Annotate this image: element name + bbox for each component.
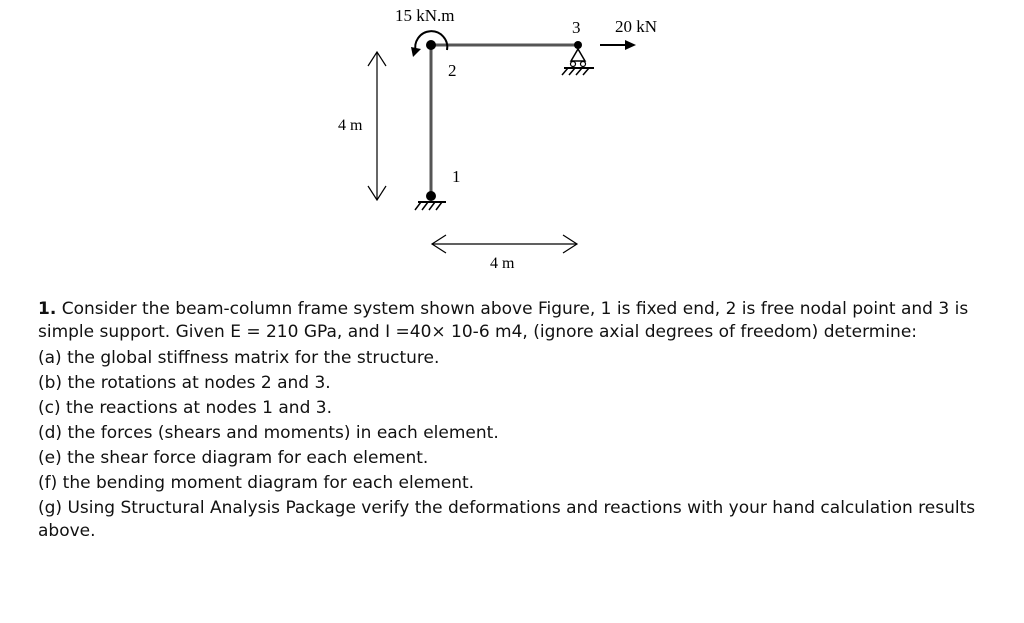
part-e: (e) the shear force diagram for each element. bbox=[38, 448, 429, 468]
part-f: (f) the bending moment diagram for each element. bbox=[38, 473, 475, 493]
span-dimension bbox=[432, 235, 577, 253]
question-number: 1. bbox=[38, 299, 57, 319]
horizontal-load-arrow bbox=[600, 40, 636, 50]
node-1-support bbox=[415, 191, 446, 210]
height-label: 4 m bbox=[338, 117, 363, 134]
problem-statement bbox=[38, 298, 998, 545]
node-2-joint bbox=[426, 40, 436, 50]
part-c: (c) the reactions at nodes 1 and 3. bbox=[38, 398, 332, 418]
node-label-2: 2 bbox=[448, 61, 457, 80]
problem-intro-text: Consider the beam-column frame system shown above Figure, 1 is fixed end, 2 is free nodal point and 3 is simple support. Given E = 210 GPa, and I =40× 10-6 m4, (ignore axial degrees of freedom) determine: bbox=[38, 299, 969, 342]
part-a: (a) the global stiffness matrix for the structure. bbox=[38, 348, 440, 368]
span-label: 4 m bbox=[490, 255, 515, 272]
force-label: 20 kN bbox=[615, 17, 658, 36]
problem-intro bbox=[38, 298, 998, 344]
height-dimension bbox=[368, 52, 386, 200]
node-label-3: 3 bbox=[572, 18, 581, 37]
part-b: (b) the rotations at nodes 2 and 3. bbox=[38, 373, 331, 393]
node-label-1: 1 bbox=[452, 167, 461, 186]
frame-diagram bbox=[0, 0, 1024, 290]
part-g: (g) Using Structural Analysis Package verify the deformations and reactions with your hand calculation results above. bbox=[38, 498, 976, 541]
moment-label: 15 kN.m bbox=[395, 6, 455, 25]
part-d: (d) the forces (shears and moments) in each element. bbox=[38, 423, 499, 443]
